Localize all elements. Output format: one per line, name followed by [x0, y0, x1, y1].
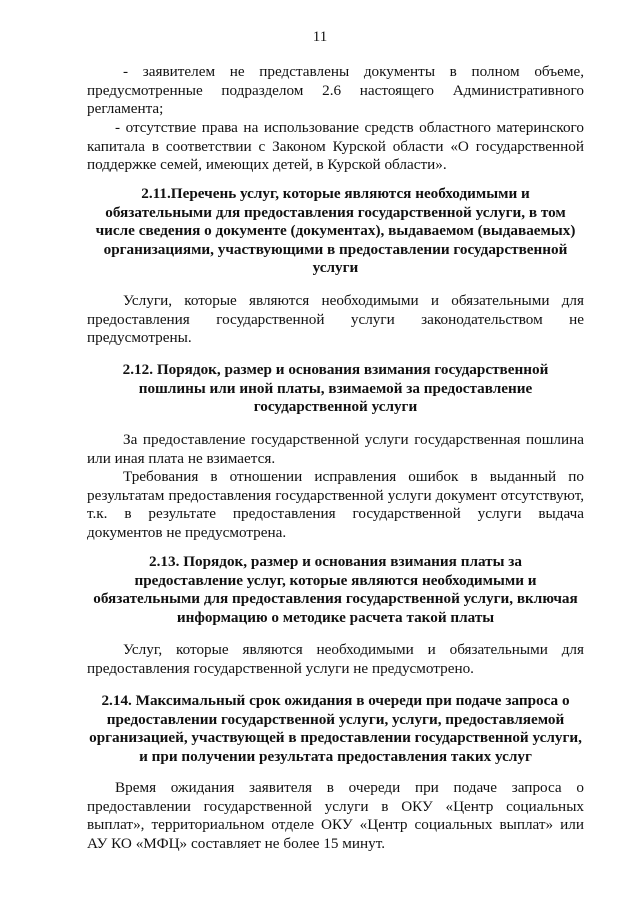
- heading-line: предоставление услуг, которые являются необходимыми и: [134, 571, 537, 589]
- heading-line: 2.11.Перечень услуг, которые являются необходимыми и: [141, 185, 530, 202]
- body-line: Время ожидания заявителя в очереди при подаче запроса о: [115, 779, 584, 796]
- intro-item-2-line: поддержке семей, имеющих детей, в Курской области».: [87, 156, 447, 174]
- heading-line: обязательными для предоставления государственной услуги, включая: [93, 590, 578, 608]
- page-number: 11: [312, 29, 328, 45]
- section-2-11-body: [87, 292, 584, 348]
- body-line: выплат», территориальном отделе ОКУ «Центр социальных выплат» или: [87, 816, 584, 834]
- heading-line: обязательными для предоставления государственной услуги, в том: [105, 203, 566, 221]
- section-heading-2-11: [87, 185, 584, 278]
- body-line: Услуги, которые являются необходимыми и обязательными для: [123, 292, 584, 309]
- heading-line: 2.14. Максимальный срок ожидания в очереди при подаче запроса о: [101, 692, 570, 709]
- body-line: предоставления государственной услуги не предусмотрено.: [87, 659, 474, 677]
- body-line: результатам предоставления государственной услуги документ отсутствуют,: [87, 486, 584, 504]
- intro-item-1-line: регламента;: [87, 100, 164, 118]
- section-heading-2-12: [87, 361, 584, 417]
- heading-line: и при получении результата предоставления таких услуг: [139, 747, 532, 765]
- section-2-14-body: [87, 779, 584, 853]
- section-heading-2-13: [87, 553, 584, 627]
- body-line: предоставлении государственной услуги в ОКУ «Центр социальных: [87, 797, 584, 815]
- intro-item-1: [87, 63, 584, 119]
- heading-line: организациями, участвующими в предоставлении государственной: [103, 240, 568, 258]
- section-2-12-paragraph-1: [87, 431, 584, 468]
- section-2-12-paragraph-2: [87, 468, 584, 542]
- section-heading-2-14: [87, 692, 584, 766]
- body-line: Услуг, которые являются необходимыми и обязательными для: [123, 641, 584, 658]
- body-line: За предоставление государственной услуги государственная пошлина: [123, 431, 584, 448]
- intro-item-2-line: - отсутствие права на использование средств областного материнского: [115, 119, 584, 136]
- heading-line: 2.12. Порядок, размер и основания взимания государственной: [122, 361, 549, 378]
- body-line: или иная плата не взимается.: [87, 449, 276, 467]
- heading-line: 2.13. Порядок, размер и основания взимания платы за: [149, 553, 522, 570]
- body-line: предусмотрены.: [87, 329, 192, 347]
- body-line: Требования в отношении исправления ошибок в выданный по: [123, 468, 584, 485]
- body-line: документов не предусмотрена.: [87, 523, 287, 541]
- heading-line: пошлины или иной платы, взимаемой за предоставление: [138, 379, 533, 397]
- intro-item-1-line: предусмотренные подразделом 2.6 настоящего Административного: [87, 81, 584, 99]
- heading-line: числе сведения о документе (документах), выдаваемом (выдаваемых): [95, 222, 576, 240]
- body-line: предоставления государственной услуги законодательством не: [87, 310, 584, 328]
- body-line: т.к. в результате предоставления государственной услуги выдача: [87, 505, 584, 523]
- intro-item-1-line: - заявителем не представлены документы в полном объеме,: [123, 63, 584, 80]
- heading-line: информацию о методике расчета такой платы: [176, 608, 495, 626]
- heading-line: услуги: [312, 259, 359, 277]
- intro-item-2-line: капитала в соответствии с Законом Курской области «О государственной: [87, 137, 584, 155]
- body-line: АУ КО «МФЦ» составляет не более 15 минут.: [87, 834, 386, 852]
- intro-item-2: [87, 119, 584, 175]
- heading-line: организацией, участвующей в предоставлении государственной услуги,: [89, 729, 582, 747]
- heading-line: государственной услуги: [253, 398, 418, 416]
- heading-line: предоставлении государственной услуги, услуги, предоставляемой: [106, 710, 565, 728]
- section-2-13-body: [87, 641, 584, 678]
